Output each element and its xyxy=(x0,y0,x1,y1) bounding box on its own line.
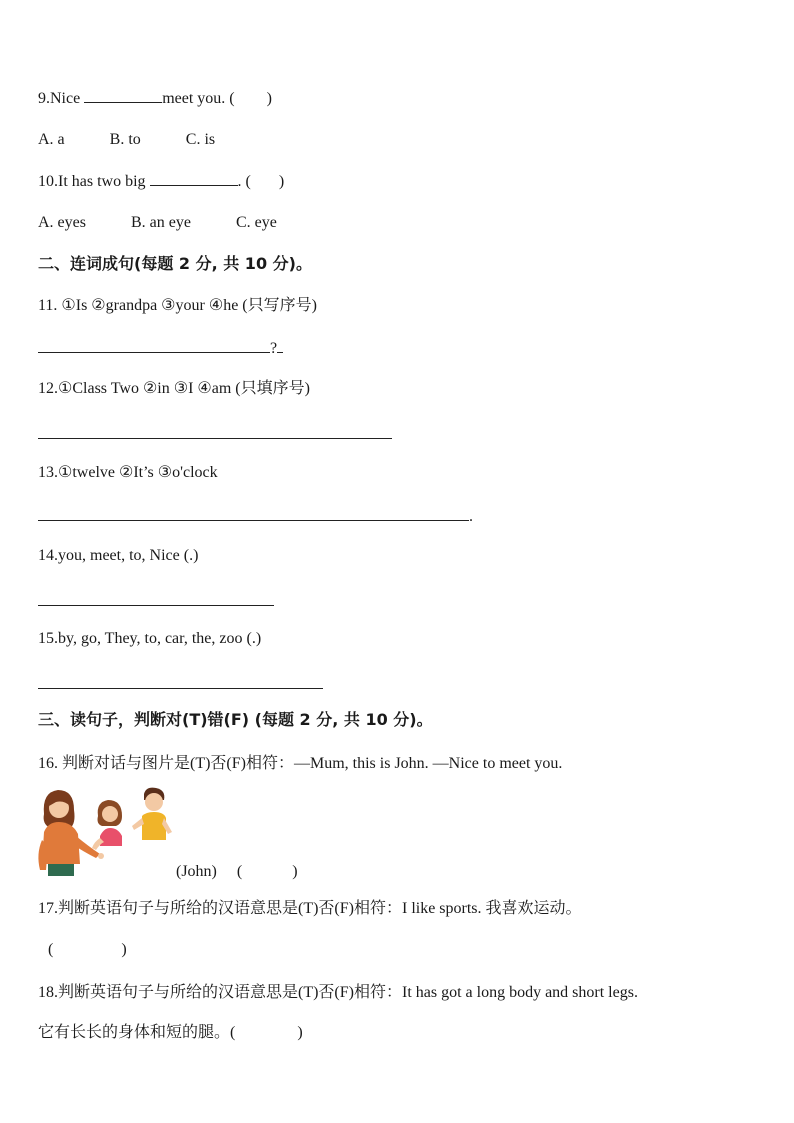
q13-answer-line xyxy=(38,506,473,527)
question-15: 15.by, go, They, to, car, the, zoo (.) xyxy=(38,630,262,647)
q10-suffix: . ( xyxy=(237,173,251,190)
q9-suffix: meet you. ( xyxy=(162,90,235,107)
question-9 xyxy=(38,88,272,109)
question-14: 14.you, meet, to, Nice (.) xyxy=(38,547,199,564)
q9-prefix: 9.Nice xyxy=(38,90,85,107)
question-16: 16. 判断对话与图片是(T)否(F)相符：—Mum, this is John. —Nice to meet you. xyxy=(38,755,563,772)
q17-paren-close: ) xyxy=(121,941,127,958)
q9-options xyxy=(38,130,215,150)
q10-option-a: A. eyes xyxy=(38,214,86,231)
q9-option-a: A. a xyxy=(38,131,65,148)
john-figure xyxy=(132,788,172,840)
section-2-title: 二、连词成句(每题 2 分, 共 10 分)。 xyxy=(38,254,312,273)
q16-caption: (John) xyxy=(176,863,217,880)
q18-line-2 xyxy=(38,1023,303,1043)
q18-translation: 它有长长的身体和短的腿。( xyxy=(38,1024,236,1041)
q16-paren-open[interactable]: ( xyxy=(236,863,243,880)
q13-end: . xyxy=(469,508,473,525)
q10-option-b: B. an eye xyxy=(130,214,191,231)
q13-answer-blank[interactable] xyxy=(38,506,469,521)
question-17: 17.判断英语句子与所给的汉语意思是(T)否(F)相符：I like sports. 我喜欢运动。 xyxy=(38,900,582,917)
mum-figure xyxy=(38,790,104,876)
question-18: 18.判断英语句子与所给的汉语意思是(T)否(F)相符：It has got a long body and short legs. xyxy=(38,984,638,1001)
question-11: 11. ①Is ②grandpa ③your ④he (只写序号) xyxy=(38,297,317,314)
q9-close: ) xyxy=(266,90,272,107)
q11-answer-line xyxy=(38,338,283,359)
q16-answer-row xyxy=(176,862,298,882)
q11-answer-blank[interactable] xyxy=(38,338,270,353)
q10-options xyxy=(38,213,277,233)
q9-option-b: B. to xyxy=(109,131,141,148)
question-12: 12.①Class Two ②in ③I ④am (只填序号) xyxy=(38,380,310,397)
q17-paren-open[interactable]: ( xyxy=(48,941,54,958)
q10-answer-blank[interactable] xyxy=(150,171,238,186)
q18-paren-close: ) xyxy=(297,1024,303,1041)
q10-close: ) xyxy=(278,173,285,190)
section-3-title: 三、读句子，判断对(T)错(F) (每题 2 分, 共 10 分)。 xyxy=(38,710,433,729)
q10-prefix: 10.It has two big xyxy=(38,173,150,190)
q12-answer-line[interactable] xyxy=(38,438,392,439)
question-13: 13.①twelve ②It’s ③o'clock xyxy=(38,464,218,481)
q16-paren-close: ) xyxy=(292,863,298,880)
q9-option-c: C. is xyxy=(185,131,216,148)
q14-answer-line[interactable] xyxy=(38,605,274,606)
girl-figure xyxy=(92,800,122,850)
question-10 xyxy=(38,171,284,192)
q17-answer-row xyxy=(48,940,127,960)
family-illustration xyxy=(36,784,176,879)
q11-end: ? xyxy=(270,340,278,357)
q9-answer-blank[interactable] xyxy=(84,88,162,103)
q10-option-c: C. eye xyxy=(235,214,277,231)
q15-answer-line[interactable] xyxy=(38,688,323,689)
